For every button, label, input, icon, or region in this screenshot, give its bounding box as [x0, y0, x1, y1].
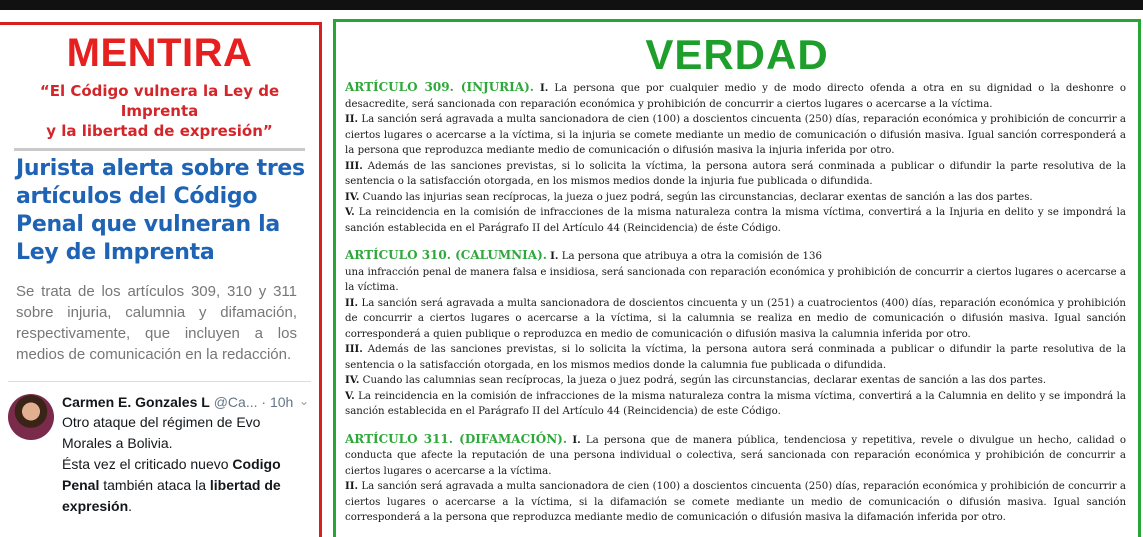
tweet-text-bold: libertad de expresión	[62, 477, 281, 514]
tweet-text-part: .	[128, 498, 133, 514]
mentira-panel	[0, 22, 322, 537]
tweet-text-part: también ataca la	[99, 477, 210, 493]
paragraph-number: I.	[550, 250, 559, 262]
paragraph-number: IV.	[345, 190, 360, 203]
paragraph-number: II.	[345, 113, 359, 125]
paragraph-text: La sanción será agravada a multa sancionadora de doscientos cincuenta y un (251) a cuatrocientos (400) días, reparación económica y prohibición de concurrir a ciertos lugares o acercarse a la víctima, si la calumnia se realiza en medio de comunicación o difusión masiva. Igual sanción corresponderá a quien publique o reproduzca en medio de comunicación o difusión masiva la calumnia inferida por otro.	[345, 297, 1126, 340]
tweet-text-part: Ésta vez el criticado nuevo	[62, 456, 233, 472]
tweet	[0, 382, 319, 517]
article-title: ARTÍCULO 311. (DIFAMACIÓN).	[345, 431, 568, 446]
tweet-handle[interactable]: @Ca...	[213, 394, 258, 410]
news-headline[interactable]: Jurista alerta sobre tres artículos del Código Penal que vulneran la Ley de Imprenta	[16, 156, 305, 265]
paragraph-text: La reincidencia en la comisión de infracciones de la misma naturaleza contra la misma víctima, convertirá a la Calumnia en delito y se impondrá la sanción establecida en el Parágrafo II del Artículo 44 (Reincidencia) de este Código.	[345, 390, 1126, 417]
paragraph-text: La sanción será agravada a multa sancionadora de cien (100) a doscientos cincuenta (250) días, reparación económica y prohibición de concurrir a ciertos lugares o acercarse a la víctima, si la difamación se comete mediante un medio de comunicación o difusión masiva. Igual sanción corresponderá a la persona que reproduzca mediante medio de comunicación o difusión masiva la difamación inferida por otro.	[345, 481, 1126, 523]
paragraph-number: III.	[345, 343, 363, 355]
paragraph-number: V.	[345, 389, 355, 402]
paragraph-number: III.	[345, 159, 363, 172]
article-309	[345, 80, 1126, 236]
paragraph-text: La persona que atribuya a otra la comisión de 136	[558, 251, 822, 262]
paragraph-text: Cuando las calumnias sean recíprocas, la jueza o juez podrá, según las circunstancias, declarar exentas de sanción a las dos partes.	[359, 375, 1047, 386]
paragraph-number: V.	[345, 206, 355, 218]
news-summary: Se trata de los artículos 309, 310 y 311 sobre injuria, calumnia y difamación, respectivamente, que incluyen a los medios de comunicación en la redacción.	[16, 283, 297, 363]
paragraph-number: II.	[345, 296, 359, 309]
paragraph-text: Además de las sanciones previstas, si lo solicita la víctima, la persona autora será conminada a publicar o difundir la parte resolutiva de la sentencia o la satisfacción otorgada, en los mismos medios donde la calumnia fue publicada o difundida.	[345, 344, 1126, 371]
paragraph-text: Cuando las injurias sean recíprocas, la jueza o juez podrá, según las circunstancias, declarar exentas de sanción a las dos partes.	[359, 191, 1033, 203]
top-bar	[0, 0, 1143, 10]
tweet-author-name[interactable]: Carmen E. Gonzales L	[62, 394, 210, 410]
paragraph-text: La persona que por cualquier medio y de modo directo ofenda a otra en su dignidad o la deshonre o desacredite, será sancionada con reparación económica y prohibición de concurrir a ciertos lugares o acercarse a la víctima.	[345, 83, 1126, 110]
quote-line-1: “El Código vulnera la Ley de Imprenta	[39, 82, 280, 120]
verdad-panel	[333, 19, 1141, 537]
paragraph-text: una infracción penal de manera falsa e insidiosa, será sancionada con reparación económica y prohibición de concurrir a ciertos lugares o acercarse a la víctima.	[345, 266, 1126, 293]
paragraph-text: La reincidencia en la comisión de infracciones de la misma naturaleza contra la misma víctima, convertirá a la Injuria en delito y se impondrá la sanción establecida en el Parágrafo II del Artículo 44 (Reincidencia) de éste Código.	[345, 207, 1126, 234]
paragraph-number: I.	[572, 433, 581, 446]
tweet-line-2	[62, 454, 309, 517]
paragraph-number: I.	[540, 82, 549, 94]
article-title: ARTÍCULO 310. (CALUMNIA).	[345, 248, 547, 262]
tweet-time[interactable]: · 10h	[261, 394, 294, 410]
paragraph-text: Además de las sanciones previstas, si lo solicita la víctima, la persona autora será conminada a publicar o difundir la parte resolutiva de la sentencia o la satisfacción otorgada, en los mismos medios donde la injuria fue publicada o difundida.	[345, 160, 1126, 187]
tweet-text	[62, 412, 309, 517]
paragraph-number: II.	[345, 480, 359, 492]
legal-text	[336, 78, 1138, 526]
verdad-title: VERDAD	[645, 31, 829, 78]
paragraph-text: La sanción será agravada a multa sancionadora de cien (100) a doscientos cincuenta (250) días, reparación económica y prohibición de concurrir a ciertos lugares o acercarse a la víctima, si la injuria se comete mediante un medio de comunicación o difusión masiva. Igual sanción corresponderá a la persona que reproduzca mediante medio de comunicación o difusión masiva la injuria inferida por otro.	[345, 114, 1126, 156]
mentira-quote	[0, 81, 319, 141]
tweet-text-bold: Codigo Penal	[62, 456, 281, 493]
article-311	[345, 432, 1126, 526]
avatar[interactable]	[8, 394, 54, 440]
mentira-title: MENTIRA	[66, 31, 253, 75]
tweet-line-1: Otro ataque del régimen de Evo Morales a Bolivia.	[62, 414, 261, 451]
article-title: ARTÍCULO 309. (INJURIA).	[345, 80, 534, 94]
paragraph-number: IV.	[345, 374, 360, 386]
quote-line-2: y la libertad de expresión”	[46, 122, 273, 140]
article-310	[345, 248, 1126, 420]
tweet-header	[62, 392, 309, 412]
chevron-down-icon[interactable]: ⌄	[298, 394, 309, 408]
paragraph-text: La persona que de manera pública, tendenciosa y repetitiva, revele o divulgue un hecho, calidad o conducta que afecte la reputación de una persona individual o colectiva, será sancionada con reparación económica y prohibición de concurrir a ciertos lugares o acercarse a la víctima.	[345, 434, 1126, 477]
